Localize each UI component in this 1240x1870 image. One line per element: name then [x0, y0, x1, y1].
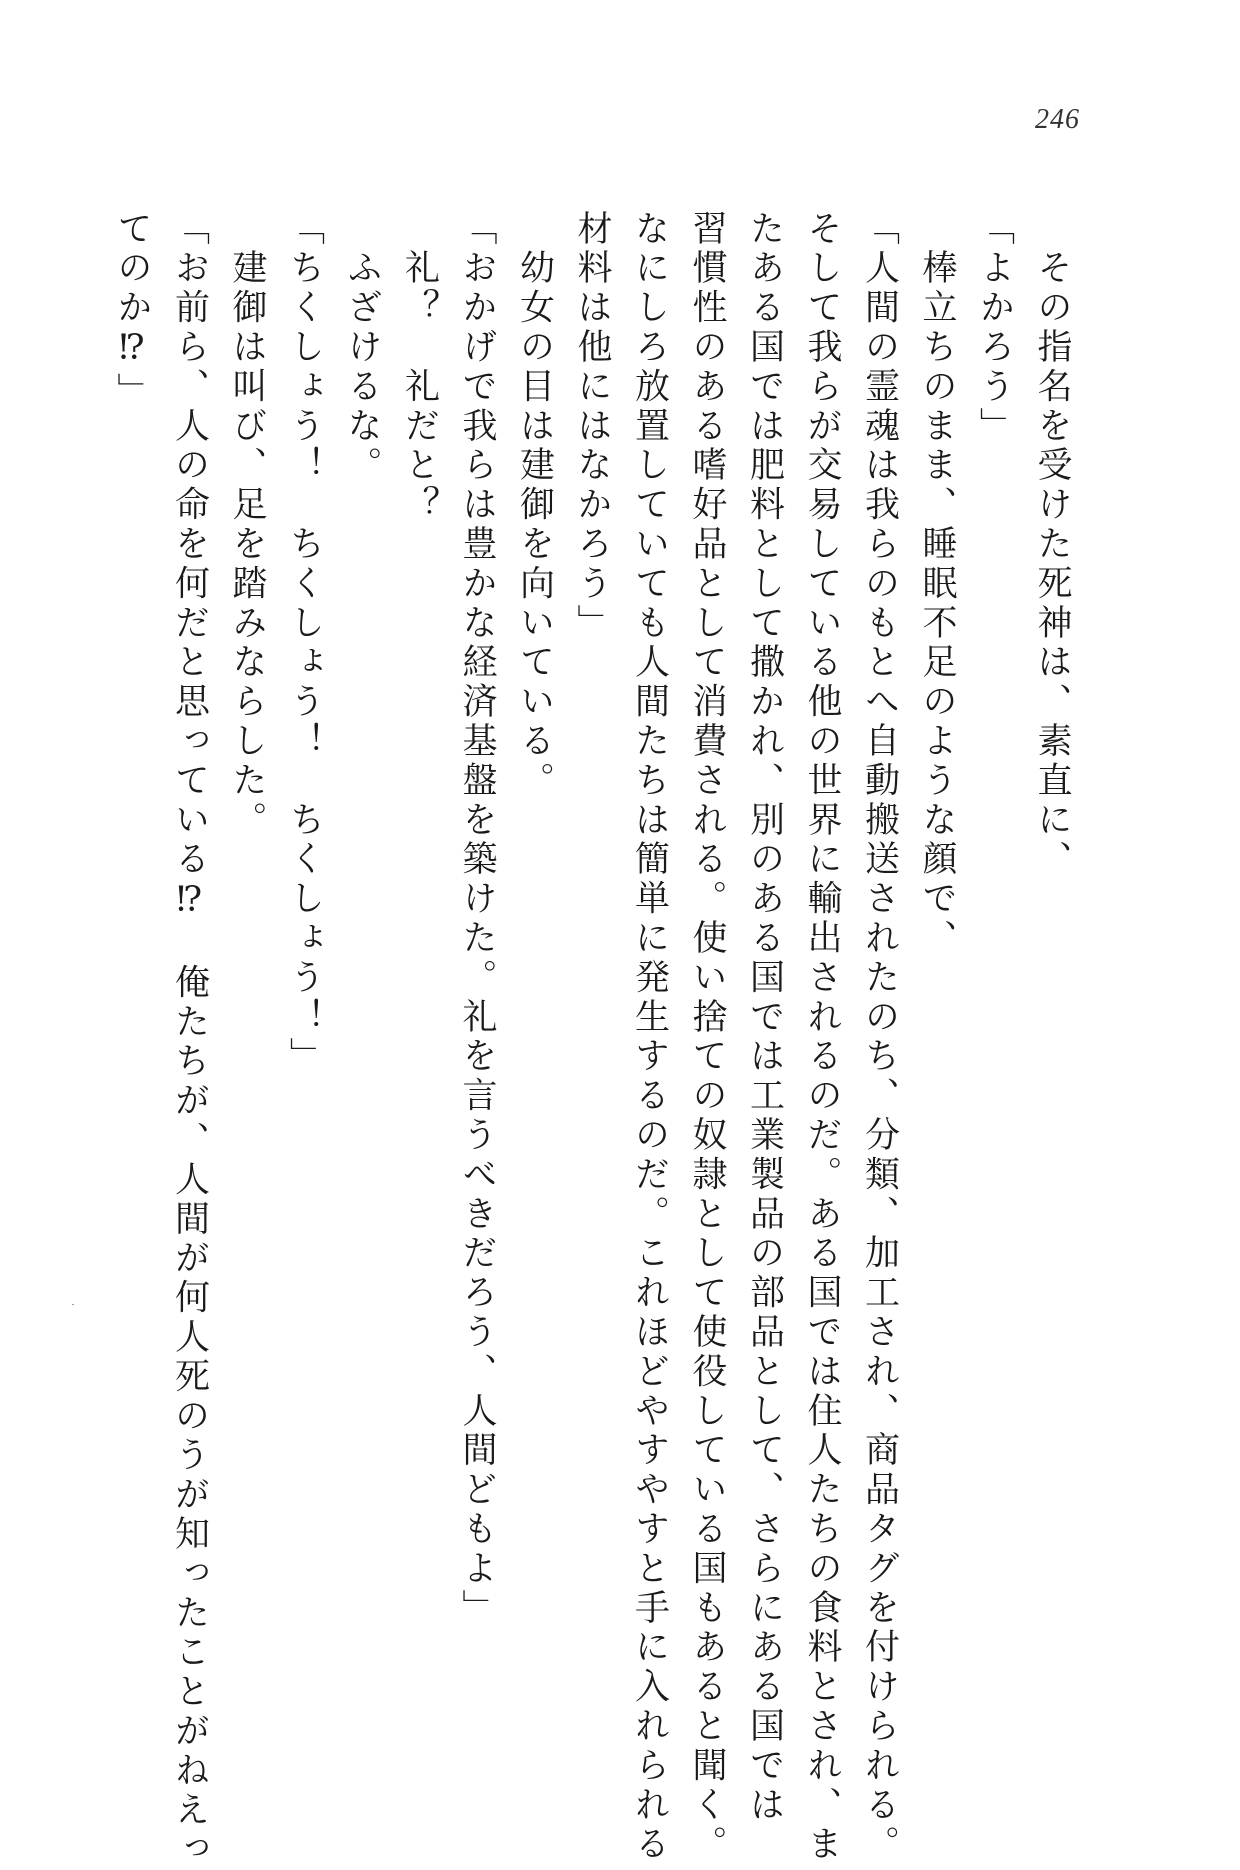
- text-line-dialogue: 材料は他にはなかろう」: [572, 210, 612, 644]
- body-text: [103, 210, 1081, 1870]
- text-line-narration: その指名を受けた死神は、素直に、: [1032, 210, 1072, 880]
- text-line-dialogue: 「ちくしょう！ ちくしょう！ ちくしょう！」: [284, 210, 325, 1077]
- text-line-dialogue: 習慣性のある嗜好品として消費される。使い捨ての奴隷として使役している国もあると聞く。: [687, 210, 727, 1865]
- text-line-narration: 棒立ちのまま、睡眠不足のような顔で、: [917, 210, 957, 959]
- text-line-dialogue: なにしろ放置していても人間たちは簡単に発生するのだ。これほどやすやすと手に入れられる: [629, 210, 670, 1865]
- text-line-dialogue: 「お前ら、人の命を何だと思っている⁉ 俺たちが、人間が何人死のうが知ったことがねえっ: [169, 210, 210, 1870]
- text-line-dialogue: 「おかげで我らは豊かな経済基盤を築けた。礼を言うべきだろう、人間どもよ」: [457, 210, 497, 1629]
- text-line-dialogue: 「人間の霊魂は我らのもとへ自動搬送されたのち、分類、加工され、商品タグを付けられる。: [859, 210, 900, 1865]
- text-line-dialogue: たある国では肥料として撒かれ、別のある国では工業製品の部品として、さらにある国では: [744, 210, 785, 1826]
- scan-mark: [72, 1304, 74, 1305]
- text-line-dialogue: 「よかろう」: [974, 210, 1015, 447]
- page-number: 246: [1035, 104, 1080, 135]
- text-line-narration: 礼？ 礼だと？: [399, 210, 440, 526]
- text-line-dialogue: てのか⁉」: [112, 210, 152, 412]
- text-line-dialogue: そして我らが交易している他の世界に輸出されるのだ。ある国では住人たちの食料とされ、ま: [802, 210, 842, 1865]
- text-line-narration: 建御は叫び、足を踏みならした。: [227, 210, 267, 841]
- text-line-narration: 幼女の目は建御を向いている。: [514, 210, 555, 801]
- text-line-narration: ふざけるな。: [342, 210, 382, 486]
